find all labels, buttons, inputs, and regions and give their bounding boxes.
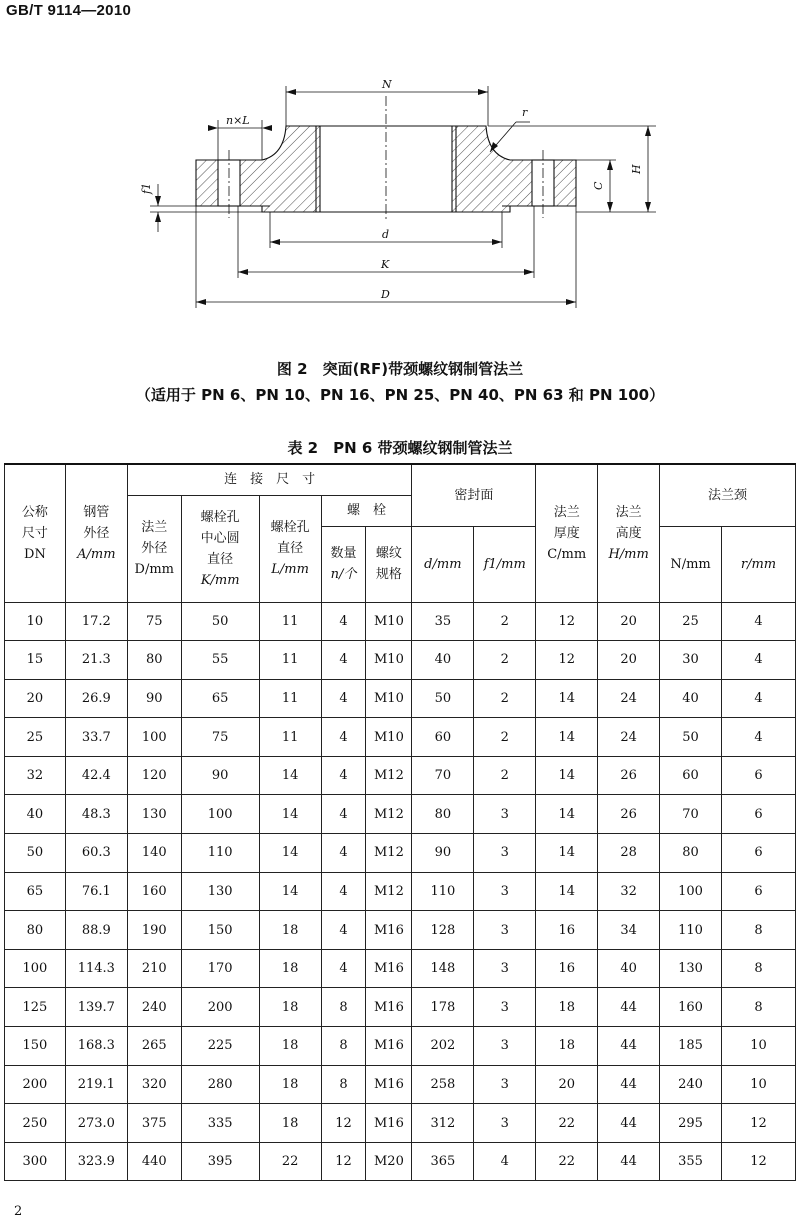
table-cell: 100 [5, 949, 66, 988]
table-cell: 42.4 [65, 756, 127, 795]
table-cell: 8 [321, 1065, 366, 1104]
table-cell: 22 [536, 1142, 598, 1181]
table-cell: 150 [181, 911, 259, 950]
label-C: C [592, 181, 605, 190]
table-cell: 160 [127, 872, 181, 911]
table-cell: 125 [5, 988, 66, 1027]
table-cell: 240 [660, 1065, 722, 1104]
table-cell: 22 [259, 1142, 321, 1181]
table-cell: 65 [5, 872, 66, 911]
table-cell: 17.2 [65, 602, 127, 641]
table-cell: 8 [722, 988, 796, 1027]
table-cell: 110 [660, 911, 722, 950]
table-cell: 34 [598, 911, 660, 950]
header-flange-neck: 法兰颈 [660, 464, 796, 526]
table-cell: 50 [412, 679, 474, 718]
label-f1: f1 [140, 182, 153, 194]
header-flange-od: 法兰 外径 D/mm [127, 495, 181, 602]
header-seal-d: d/mm [412, 526, 474, 602]
header-bolt-hole: 螺栓孔 直径 L/mm [259, 495, 321, 602]
table-row [5, 872, 796, 911]
table-cell: 3 [474, 1065, 536, 1104]
table-cell: 70 [660, 795, 722, 834]
table-cell: 250 [5, 1104, 66, 1143]
table-body [5, 602, 796, 1181]
table-cell: 11 [259, 679, 321, 718]
label-r: r [522, 106, 528, 119]
table-cell: 44 [598, 1104, 660, 1143]
table-cell: 25 [660, 602, 722, 641]
header-flange-height: 法兰 高度 H/mm [598, 464, 660, 602]
table-cell: 148 [412, 949, 474, 988]
table-cell: 44 [598, 1065, 660, 1104]
table-cell: 33.7 [65, 718, 127, 757]
table-cell: M10 [366, 718, 412, 757]
table-row [5, 949, 796, 988]
table-cell: 375 [127, 1104, 181, 1143]
table-cell: 40 [660, 679, 722, 718]
standard-code: GB/T 9114—2010 [6, 2, 132, 19]
table-cell: 178 [412, 988, 474, 1027]
table-cell: 130 [660, 949, 722, 988]
table-cell: 4 [722, 679, 796, 718]
table-cell: 70 [412, 756, 474, 795]
table-cell: M16 [366, 911, 412, 950]
table-cell: 40 [5, 795, 66, 834]
table-cell: 100 [660, 872, 722, 911]
table-cell: 128 [412, 911, 474, 950]
table-cell: 219.1 [65, 1065, 127, 1104]
header-bolt-circle: 螺栓孔 中心圆 直径 K/mm [181, 495, 259, 602]
table-cell: 65 [181, 679, 259, 718]
table-cell: 312 [412, 1104, 474, 1143]
table-cell: 8 [321, 1027, 366, 1066]
table-cell: 258 [412, 1065, 474, 1104]
table-cell: 76.1 [65, 872, 127, 911]
table-cell: 10 [722, 1027, 796, 1066]
table-cell: 50 [5, 834, 66, 873]
table-cell: 14 [259, 756, 321, 795]
table-row [5, 988, 796, 1027]
table-cell: 14 [536, 718, 598, 757]
table-cell: 440 [127, 1142, 181, 1181]
label-d: d [382, 228, 390, 241]
table-cell: 12 [722, 1104, 796, 1143]
table-cell: 8 [722, 949, 796, 988]
table-cell: 14 [536, 679, 598, 718]
table-cell: 80 [660, 834, 722, 873]
label-nL: n×L [226, 114, 250, 127]
header-bolt-qty: 数量 n/个 [321, 526, 366, 602]
table-cell: 185 [660, 1027, 722, 1066]
table-cell: 88.9 [65, 911, 127, 950]
table-cell: 4 [722, 718, 796, 757]
header-dn: 公称 尺寸 DN [5, 464, 66, 602]
table-cell: 3 [474, 1104, 536, 1143]
table-cell: 4 [321, 718, 366, 757]
table-cell: 4 [321, 911, 366, 950]
table-cell: M20 [366, 1142, 412, 1181]
table-row [5, 1104, 796, 1143]
table-cell: 114.3 [65, 949, 127, 988]
table-cell: 10 [5, 602, 66, 641]
table-row [5, 1027, 796, 1066]
table-cell: 12 [536, 602, 598, 641]
table-cell: 3 [474, 911, 536, 950]
table-cell: 15 [5, 641, 66, 680]
table-cell: 18 [259, 949, 321, 988]
table-cell: M10 [366, 641, 412, 680]
table-cell: 3 [474, 1027, 536, 1066]
table-cell: 210 [127, 949, 181, 988]
table-cell: 6 [722, 834, 796, 873]
label-D: D [381, 288, 390, 301]
table-cell: 3 [474, 834, 536, 873]
table-cell: 75 [127, 602, 181, 641]
table-cell: 2 [474, 641, 536, 680]
table-cell: 2 [474, 756, 536, 795]
table-cell: 30 [660, 641, 722, 680]
table-cell: 18 [259, 911, 321, 950]
table-cell: 3 [474, 872, 536, 911]
table-cell: 100 [127, 718, 181, 757]
header-bolt-thread: 螺纹 规格 [366, 526, 412, 602]
table-cell: 225 [181, 1027, 259, 1066]
table-cell: 273.0 [65, 1104, 127, 1143]
table-cell: 335 [181, 1104, 259, 1143]
table-cell: 35 [412, 602, 474, 641]
table-cell: 6 [722, 756, 796, 795]
table-cell: 11 [259, 641, 321, 680]
table-cell: M16 [366, 1065, 412, 1104]
table-cell: 295 [660, 1104, 722, 1143]
table-cell: 355 [660, 1142, 722, 1181]
header-pipe-od: 钢管 外径 A/mm [65, 464, 127, 602]
table-cell: 190 [127, 911, 181, 950]
table-cell: 6 [722, 872, 796, 911]
table-cell: 50 [660, 718, 722, 757]
header-flange-thickness: 法兰 厚度 C/mm [536, 464, 598, 602]
table-cell: 160 [660, 988, 722, 1027]
page-number: 2 [14, 1204, 23, 1219]
table-cell: M16 [366, 988, 412, 1027]
table-cell: 4 [321, 872, 366, 911]
table-cell: 18 [259, 1065, 321, 1104]
table-cell: 75 [181, 718, 259, 757]
table-cell: 22 [536, 1104, 598, 1143]
table-cell: 3 [474, 949, 536, 988]
table-cell: 18 [259, 1027, 321, 1066]
table-cell: 26 [598, 756, 660, 795]
table-row [5, 834, 796, 873]
table-cell: 170 [181, 949, 259, 988]
table-cell: 44 [598, 1142, 660, 1181]
header-connection-dims: 连 接 尺 寸 [127, 464, 412, 495]
table-row [5, 911, 796, 950]
flange-spec-table [4, 463, 796, 1181]
table-cell: 90 [181, 756, 259, 795]
table-cell: 3 [474, 795, 536, 834]
table-cell: 240 [127, 988, 181, 1027]
table-row [5, 795, 796, 834]
table-row [5, 1142, 796, 1181]
table-cell: 60 [660, 756, 722, 795]
table-cell: 14 [536, 795, 598, 834]
table-cell: 18 [259, 988, 321, 1027]
table-cell: 120 [127, 756, 181, 795]
table-cell: 100 [181, 795, 259, 834]
table-cell: 110 [181, 834, 259, 873]
table-cell: M16 [366, 949, 412, 988]
table-cell: 50 [181, 602, 259, 641]
table-cell: 10 [722, 1065, 796, 1104]
table-cell: 24 [598, 679, 660, 718]
table-cell: 395 [181, 1142, 259, 1181]
table-cell: 48.3 [65, 795, 127, 834]
table-cell: 323.9 [65, 1142, 127, 1181]
table-cell: 4 [321, 641, 366, 680]
header-neck-r: r/mm [722, 526, 796, 602]
table-cell: 20 [5, 679, 66, 718]
table-cell: 14 [536, 872, 598, 911]
table-cell: M16 [366, 1027, 412, 1066]
table-cell: 12 [722, 1142, 796, 1181]
table-cell: 300 [5, 1142, 66, 1181]
table-cell: 40 [412, 641, 474, 680]
table-cell: 139.7 [65, 988, 127, 1027]
table-cell: 55 [181, 641, 259, 680]
table-cell: 40 [598, 949, 660, 988]
table-cell: 130 [127, 795, 181, 834]
table-cell: 80 [5, 911, 66, 950]
table-cell: 4 [321, 834, 366, 873]
table-cell: 11 [259, 602, 321, 641]
table-cell: 4 [722, 602, 796, 641]
table-cell: 6 [722, 795, 796, 834]
table-cell: 4 [321, 795, 366, 834]
table-cell: 25 [5, 718, 66, 757]
table-cell: 14 [536, 834, 598, 873]
table-cell: 200 [181, 988, 259, 1027]
table-cell: 280 [181, 1065, 259, 1104]
table-cell: 265 [127, 1027, 181, 1066]
label-N: N [382, 78, 392, 91]
table-cell: 12 [536, 641, 598, 680]
table-cell: 110 [412, 872, 474, 911]
table-row [5, 1065, 796, 1104]
table-cell: M12 [366, 834, 412, 873]
table-cell: 4 [321, 949, 366, 988]
table-cell: 2 [474, 679, 536, 718]
table-cell: 16 [536, 949, 598, 988]
table-cell: 202 [412, 1027, 474, 1066]
table-row [5, 602, 796, 641]
table-cell: 14 [536, 756, 598, 795]
table-cell: 150 [5, 1027, 66, 1066]
table-cell: M12 [366, 872, 412, 911]
label-K: K [381, 258, 390, 271]
table-row [5, 679, 796, 718]
table-cell: 200 [5, 1065, 66, 1104]
table-cell: 168.3 [65, 1027, 127, 1066]
table-cell: 4 [722, 641, 796, 680]
table-cell: 28 [598, 834, 660, 873]
header-sealing-face: 密封面 [412, 464, 536, 526]
table-cell: 21.3 [65, 641, 127, 680]
table-cell: 44 [598, 1027, 660, 1066]
label-H: H [630, 164, 643, 174]
table-row [5, 756, 796, 795]
table-cell: 11 [259, 718, 321, 757]
table-row [5, 718, 796, 757]
flange-drawing-svg [0, 60, 800, 335]
table-cell: 44 [598, 988, 660, 1027]
table-cell: M12 [366, 795, 412, 834]
table-cell: 20 [598, 602, 660, 641]
table-row [5, 641, 796, 680]
table-cell: 14 [259, 795, 321, 834]
table-cell: 2 [474, 602, 536, 641]
table-cell: M10 [366, 602, 412, 641]
figure-caption: 图 2 突面(RF)带颈螺纹钢制管法兰 [276, 360, 524, 378]
table-cell: 90 [412, 834, 474, 873]
table-cell: 20 [598, 641, 660, 680]
table-cell: 18 [259, 1104, 321, 1143]
table-cell: 14 [259, 834, 321, 873]
table-cell: M16 [366, 1104, 412, 1143]
table-cell: 90 [127, 679, 181, 718]
table-cell: 130 [181, 872, 259, 911]
table-cell: 365 [412, 1142, 474, 1181]
table-cell: 26 [598, 795, 660, 834]
header-bolt: 螺 栓 [321, 495, 412, 526]
table-cell: 2 [474, 718, 536, 757]
table-cell: 18 [536, 988, 598, 1027]
header-seal-f1: f1/mm [474, 526, 536, 602]
table-title: 表 2 PN 6 带颈螺纹钢制管法兰 [287, 439, 513, 457]
table-cell: 20 [536, 1065, 598, 1104]
table-cell: 4 [474, 1142, 536, 1181]
table-cell: 12 [321, 1104, 366, 1143]
flange-drawing [0, 60, 800, 335]
table-cell: 32 [5, 756, 66, 795]
table-cell: 16 [536, 911, 598, 950]
table-cell: 4 [321, 679, 366, 718]
table-cell: 8 [321, 988, 366, 1027]
table-cell: 26.9 [65, 679, 127, 718]
table-cell: M10 [366, 679, 412, 718]
table-cell: 60.3 [65, 834, 127, 873]
table-cell: M12 [366, 756, 412, 795]
table-cell: 18 [536, 1027, 598, 1066]
table-cell: 24 [598, 718, 660, 757]
table-cell: 8 [722, 911, 796, 950]
table-cell: 80 [412, 795, 474, 834]
table-cell: 4 [321, 602, 366, 641]
figure-caption-applicability: （适用于 PN 6、PN 10、PN 16、PN 25、PN 40、PN 63 和 PN 100） [135, 386, 665, 404]
table-cell: 14 [259, 872, 321, 911]
table-cell: 3 [474, 988, 536, 1027]
table-cell: 12 [321, 1142, 366, 1181]
table-cell: 32 [598, 872, 660, 911]
table-cell: 140 [127, 834, 181, 873]
table-cell: 4 [321, 756, 366, 795]
header-neck-N: N/mm [660, 526, 722, 602]
table-cell: 80 [127, 641, 181, 680]
table-cell: 60 [412, 718, 474, 757]
table-cell: 320 [127, 1065, 181, 1104]
